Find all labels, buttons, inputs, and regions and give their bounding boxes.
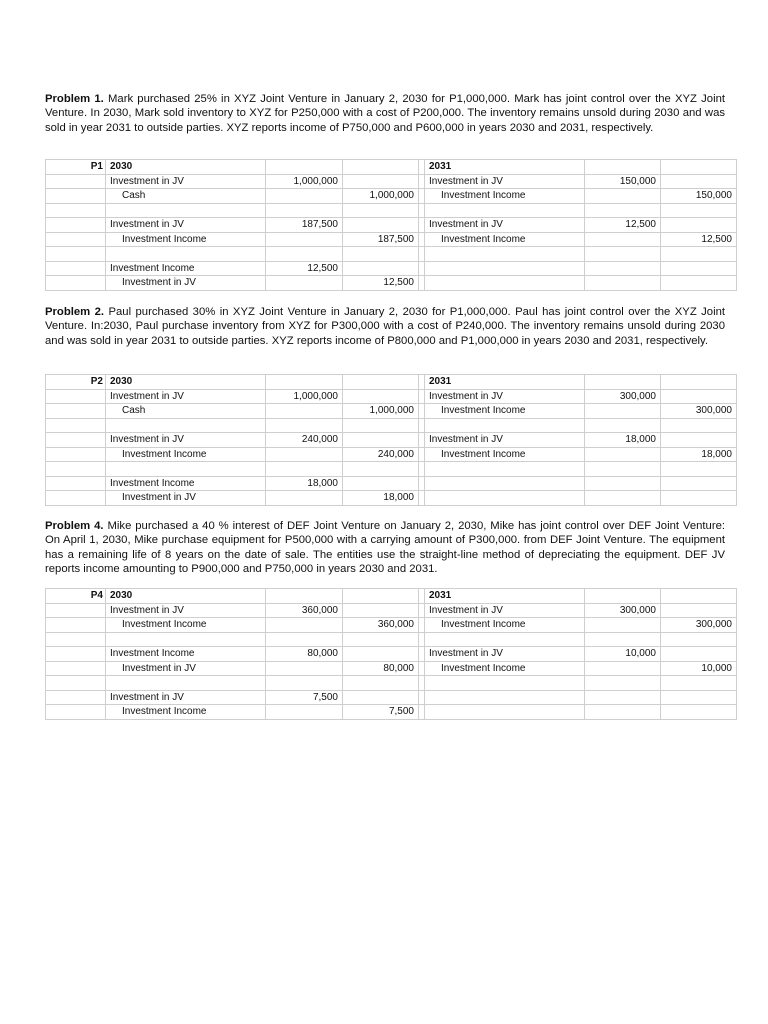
credit-amount [343, 603, 419, 618]
credit-amount: 360,000 [343, 618, 419, 633]
credit-amount [661, 690, 737, 705]
empty-cell [46, 491, 106, 506]
account-title: Investment Income [106, 261, 266, 276]
empty-cell [46, 647, 106, 662]
account-title: Investment in JV [106, 433, 266, 448]
debit-amount [266, 404, 343, 419]
account-title: Investment Income [106, 232, 266, 247]
debit-amount: 1,000,000 [266, 174, 343, 189]
problem-text: Mark purchased 25% in XYZ Joint Venture in January 2, 2030 for P1,000,000. Mark has joint control over the XYZ Joint Venture. In 2030, Mark sold inventory to XYZ for P250,000 with a cost of P200,000. The inventory remains unsold during 2030 and was sold in year 2031 to outside parties. XYZ reports income of P750,000 and P600,000 in years 2030 and 2031, respectively. [45, 93, 726, 134]
debit-amount: 187,500 [266, 218, 343, 233]
table-row [46, 389, 737, 404]
credit-amount [343, 690, 419, 705]
account-title: Investment Income [106, 705, 266, 720]
debit-amount: 360,000 [266, 603, 343, 618]
debit-amount: 300,000 [585, 603, 661, 618]
table-row [46, 261, 737, 276]
credit-amount [343, 203, 419, 218]
account-title: Investment in JV [425, 603, 585, 618]
credit-amount: 80,000 [343, 661, 419, 676]
empty-cell [46, 603, 106, 618]
empty-cell [46, 618, 106, 633]
debit-amount [585, 676, 661, 691]
credit-amount [661, 276, 737, 291]
credit-amount [661, 491, 737, 506]
account-title [106, 247, 266, 262]
account-title: Investment in JV [425, 174, 585, 189]
empty-cell [46, 661, 106, 676]
account-title [425, 203, 585, 218]
table-row [46, 618, 737, 633]
problem-1-statement [45, 92, 725, 135]
problem-title: Problem 4. [45, 520, 104, 532]
empty-cell [46, 632, 106, 647]
debit-amount [585, 261, 661, 276]
empty-cell [585, 589, 661, 604]
journal-entries-table-p4 [45, 588, 737, 720]
table-row [46, 632, 737, 647]
empty-cell [661, 375, 737, 390]
problem-label: P2 [46, 375, 106, 390]
debit-amount: 10,000 [585, 647, 661, 662]
account-title: Investment in JV [106, 174, 266, 189]
year-heading: 2031 [425, 160, 585, 175]
table-row [46, 418, 737, 433]
empty-cell [46, 476, 106, 491]
account-title: Investment in JV [106, 276, 266, 291]
debit-amount [266, 618, 343, 633]
debit-amount: 7,500 [266, 690, 343, 705]
table-row [46, 462, 737, 477]
account-title [425, 491, 585, 506]
table-row [46, 491, 737, 506]
table-row [46, 676, 737, 691]
account-title [425, 705, 585, 720]
table-row [46, 647, 737, 662]
account-title: Investment in JV [106, 389, 266, 404]
account-title: Investment in JV [106, 603, 266, 618]
debit-amount [585, 418, 661, 433]
account-title [425, 418, 585, 433]
account-title [106, 203, 266, 218]
year-heading: 2031 [425, 375, 585, 390]
account-title [425, 462, 585, 477]
table-row [46, 404, 737, 419]
credit-amount [343, 632, 419, 647]
credit-amount: 12,500 [661, 232, 737, 247]
credit-amount: 7,500 [343, 705, 419, 720]
account-title: Investment in JV [106, 218, 266, 233]
credit-amount: 300,000 [661, 618, 737, 633]
account-title: Investment in JV [425, 389, 585, 404]
account-title: Investment Income [106, 447, 266, 462]
table-row [46, 189, 737, 204]
debit-amount: 300,000 [585, 389, 661, 404]
empty-cell [46, 232, 106, 247]
credit-amount [343, 261, 419, 276]
credit-amount [661, 603, 737, 618]
empty-cell [46, 462, 106, 477]
account-title [106, 418, 266, 433]
debit-amount [585, 247, 661, 262]
account-title [425, 690, 585, 705]
credit-amount: 1,000,000 [343, 189, 419, 204]
problem-label: P4 [46, 589, 106, 604]
account-title: Investment in JV [106, 491, 266, 506]
table-row [46, 433, 737, 448]
debit-amount [266, 491, 343, 506]
credit-amount [661, 647, 737, 662]
table-row [46, 276, 737, 291]
year-heading: 2031 [425, 589, 585, 604]
debit-amount [585, 690, 661, 705]
empty-cell [46, 433, 106, 448]
account-title: Investment in JV [106, 690, 266, 705]
empty-cell [46, 174, 106, 189]
table-row [46, 247, 737, 262]
problem-4-statement [45, 519, 725, 576]
account-title [425, 276, 585, 291]
empty-cell [46, 447, 106, 462]
journal-entries-table-p2 [45, 374, 737, 506]
account-title: Investment Income [425, 661, 585, 676]
empty-cell [46, 189, 106, 204]
debit-amount [266, 705, 343, 720]
empty-cell [661, 160, 737, 175]
empty-cell [46, 404, 106, 419]
account-title: Investment Income [425, 447, 585, 462]
credit-amount [343, 433, 419, 448]
problem-title: Problem 1. [45, 93, 104, 105]
account-title: Investment Income [425, 232, 585, 247]
debit-amount [266, 276, 343, 291]
empty-cell [266, 375, 343, 390]
account-title: Investment Income [106, 476, 266, 491]
credit-amount [661, 261, 737, 276]
account-title: Investment Income [425, 404, 585, 419]
account-title: Investment Income [106, 647, 266, 662]
table-row [46, 589, 737, 604]
empty-cell [46, 218, 106, 233]
debit-amount [266, 232, 343, 247]
debit-amount [266, 247, 343, 262]
credit-amount [343, 174, 419, 189]
journal-entries-table-p1 [45, 159, 737, 291]
credit-amount [661, 203, 737, 218]
debit-amount [585, 491, 661, 506]
account-title [425, 476, 585, 491]
table-row [46, 476, 737, 491]
problem-title: Problem 2. [45, 306, 105, 318]
debit-amount [585, 203, 661, 218]
credit-amount [661, 705, 737, 720]
table-row [46, 447, 737, 462]
empty-cell [46, 247, 106, 262]
problem-text: Paul purchased 30% in XYZ Joint Venture in January 2, 2030 for P1,000,000. Paul has joint control over the XYZ Joint Venture. In:2030, Paul purchase inventory from XYZ for P300,000 with a cost of P240,000. The inventory remains unsold during 2030 and was sold in year 2031 to outside parties. XYZ reports income of P800,000 and P1,000,000 in years 2030 and 2031, respectively. [45, 306, 726, 347]
problem-2-statement [45, 305, 725, 348]
credit-amount: 240,000 [343, 447, 419, 462]
credit-amount [343, 247, 419, 262]
credit-amount [661, 389, 737, 404]
debit-amount: 240,000 [266, 433, 343, 448]
account-title: Investment in JV [106, 661, 266, 676]
credit-amount [661, 433, 737, 448]
empty-cell [343, 375, 419, 390]
credit-amount [343, 462, 419, 477]
debit-amount [266, 418, 343, 433]
table-row [46, 375, 737, 390]
account-title: Investment Income [425, 618, 585, 633]
account-title [106, 632, 266, 647]
account-title: Investment Income [425, 189, 585, 204]
credit-amount [661, 632, 737, 647]
empty-cell [46, 261, 106, 276]
debit-amount: 18,000 [585, 433, 661, 448]
credit-amount [343, 676, 419, 691]
credit-amount [343, 418, 419, 433]
credit-amount: 10,000 [661, 661, 737, 676]
account-title [425, 632, 585, 647]
problem-text: Mike purchased a 40 % interest of DEF Joint Venture on January 2, 2030, Mike has joint control over DEF Joint Venture: On April 1, 2030, Mike purchase equipment for P500,000 with a carrying amount of P300,000. from DEF Joint Venture. The equipment has a remaining life of 8 years on the date of sale. The entities use the straight-line method of depreciating the equipment. DEF JV reports income amounting to P900,000 and P750,000 in years 2030 and 2031. [45, 520, 726, 575]
debit-amount [266, 676, 343, 691]
debit-amount [585, 189, 661, 204]
debit-amount [266, 189, 343, 204]
empty-cell [46, 203, 106, 218]
credit-amount [661, 174, 737, 189]
empty-cell [585, 375, 661, 390]
debit-amount [266, 447, 343, 462]
credit-amount [343, 476, 419, 491]
debit-amount: 12,500 [585, 218, 661, 233]
empty-cell [585, 160, 661, 175]
debit-amount [585, 632, 661, 647]
debit-amount [266, 462, 343, 477]
table-row [46, 232, 737, 247]
credit-amount [661, 247, 737, 262]
empty-cell [46, 276, 106, 291]
credit-amount: 18,000 [661, 447, 737, 462]
credit-amount: 1,000,000 [343, 404, 419, 419]
empty-cell [661, 589, 737, 604]
debit-amount [585, 476, 661, 491]
empty-cell [343, 160, 419, 175]
account-title: Investment in JV [425, 647, 585, 662]
account-title: Investment Income [106, 618, 266, 633]
account-title: Cash [106, 404, 266, 419]
debit-amount [585, 661, 661, 676]
debit-amount [585, 276, 661, 291]
debit-amount [585, 618, 661, 633]
table-row [46, 661, 737, 676]
table-row [46, 174, 737, 189]
debit-amount [266, 661, 343, 676]
credit-amount: 187,500 [343, 232, 419, 247]
debit-amount [585, 447, 661, 462]
account-title: Cash [106, 189, 266, 204]
debit-amount [585, 404, 661, 419]
empty-cell [46, 418, 106, 433]
debit-amount: 18,000 [266, 476, 343, 491]
account-title [425, 676, 585, 691]
credit-amount [343, 647, 419, 662]
credit-amount: 18,000 [343, 491, 419, 506]
debit-amount: 12,500 [266, 261, 343, 276]
credit-amount [343, 218, 419, 233]
empty-cell [46, 676, 106, 691]
account-title [425, 247, 585, 262]
empty-cell [343, 589, 419, 604]
year-heading: 2030 [106, 589, 266, 604]
empty-cell [46, 705, 106, 720]
credit-amount: 12,500 [343, 276, 419, 291]
credit-amount: 300,000 [661, 404, 737, 419]
account-title [425, 261, 585, 276]
debit-amount [585, 705, 661, 720]
credit-amount: 150,000 [661, 189, 737, 204]
debit-amount [266, 203, 343, 218]
credit-amount [661, 218, 737, 233]
table-row [46, 690, 737, 705]
debit-amount [585, 462, 661, 477]
credit-amount [661, 418, 737, 433]
empty-cell [266, 589, 343, 604]
debit-amount [266, 632, 343, 647]
empty-cell [46, 690, 106, 705]
account-title [106, 676, 266, 691]
problem-label: P1 [46, 160, 106, 175]
account-title: Investment in JV [425, 218, 585, 233]
debit-amount [585, 232, 661, 247]
empty-cell [46, 389, 106, 404]
table-row [46, 603, 737, 618]
table-row [46, 218, 737, 233]
table-row [46, 705, 737, 720]
credit-amount [661, 676, 737, 691]
debit-amount: 150,000 [585, 174, 661, 189]
empty-cell [266, 160, 343, 175]
table-row [46, 203, 737, 218]
year-heading: 2030 [106, 160, 266, 175]
debit-amount: 80,000 [266, 647, 343, 662]
credit-amount [661, 476, 737, 491]
credit-amount [661, 462, 737, 477]
account-title: Investment in JV [425, 433, 585, 448]
credit-amount [343, 389, 419, 404]
account-title [106, 462, 266, 477]
table-row [46, 160, 737, 175]
year-heading: 2030 [106, 375, 266, 390]
debit-amount: 1,000,000 [266, 389, 343, 404]
